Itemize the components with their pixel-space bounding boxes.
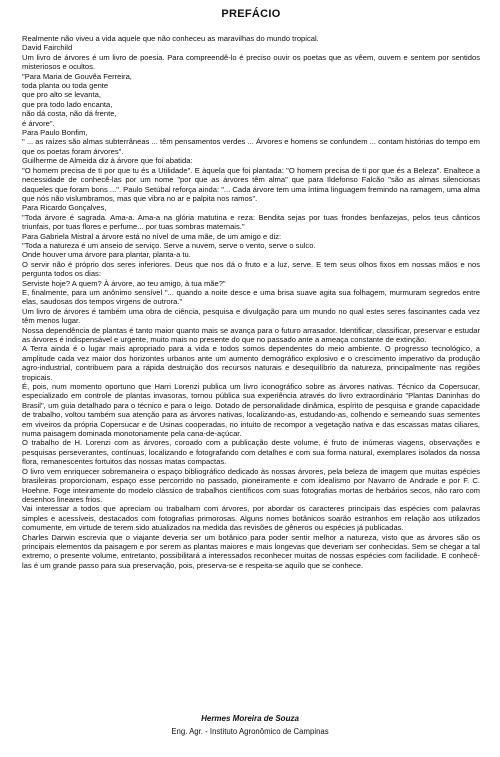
page-title: PREFÁCIO: [221, 8, 281, 20]
author-role: Eng. Agr. - Instituto Agronômico de Campinas: [171, 727, 329, 736]
paragraph: A Terra ainda é o lugar mais apropriado para a vida e todos somos dependentes do meio ambiente. O progresso tecnológico, a amplitude cada vez maior dos horizontes urbanos ante um aumento demográfico explosivo e o crescimento imperativo da produção agro-industrial, contribuem para a rápida destruição dos recursos naturais e desequilíbrio da natureza, principalmente nas regiões tropicais.: [22, 344, 480, 382]
poem-line: que pra todo lado encanta,: [22, 99, 113, 109]
poem-line: é árvore".: [22, 118, 55, 128]
paragraph: E, finalmente, para um anônimo sensível "... quando a noite desce e uma brisa suave agita sua folhagem, murmuram segredos entre elas, saudosas dos tempos virgens de outrora.": [22, 287, 480, 307]
paragraph: O livro vem enriquecer sobremaneira o espaço bibliográfico dedicado às nossas árvores, pela beleza de imagem que muitas espécies brasileiras proporcionam, espaço esse percorrido no passado, pioneiramente e com idealismo por Navarro de Andrade e por F. C. Hoehne. Foge inteiramente do modelo clássico de trabalhos científicos com suas fotografias mortas de herbários secos, não raro com desenhos lineares frios.: [22, 466, 480, 504]
paragraph: " ... as raízes são almas subterrâneas ... têm pensamentos verdes ... Árvores e homens se confundem ... contam histórias do tempo em que os poetas foram árvores".: [22, 137, 480, 156]
paragraph: "Toda árvore é sagrada. Ama-a. Ama-a na glória matutina e reza: Bendita sejas por tuas frondes benfazejas, pelos teus cânticos triunfais, por tuas flores e perfume... por tuas sombras maternais.": [22, 212, 480, 232]
poem-line: toda planta ou toda gente: [22, 81, 109, 91]
paragraph: Serviste hoje? A quem? À árvore, ao teu amigo, à tua mãe?": [22, 278, 226, 288]
paragraph: Nossa dependência de plantas é tanto maior quanto mais se avança para o futuro arrasador. Identificar, classificar, preservar e estudar as árvores é indispensável e urgente, muito mais no presente do que no passado ante a ameaça constante de extinção.: [22, 325, 480, 344]
paragraph: "O homem precisa de ti por que tu és a Utilidade". E àquela que foi plantada: "O homem precisa de ti por que és a Beleza". Enaltece a necessidade de conhecê-las por um nome "por que as árvores têm alma" que para Ildefonso Falcão "são as almas silenciosas daqueles que foram bons ...". Paulo Setúbal reforça ainda: "... Cada árvore tem uma íntima linguagem fremindo na ramagem, uma alma que nós não vislumbramos, mas que vibra no ar e palpita nos ramos".: [22, 165, 480, 203]
poem-line: não dá costa, não dá frente,: [22, 109, 117, 119]
author-name: Hermes Moreira de Souza: [201, 714, 299, 723]
paragraph: O servir não é próprio dos seres inferiores. Deus que nos dá o fruto e a luz, serve. E tem seus olhos fixos em nossas mãos e nos pergunta todos os dias:: [22, 259, 480, 279]
paragraph: É, pois, num momento oportuno que Harri Lorenzi publica um livro iconográfico sobre as árvores nativas. Técnico da Copersucar, especializado em controle de plantas invasoras, tornou pública sua experiência através do livro extraordinário "Plantas Daninhas do Brasil", um guia detalhado para o técnico e para o leigo. Dotado de personalidade dinâmica, espírito de pesquisa e grande capacidade de trabalho, voltou também sua atenção para as árvores nativas, localizando-as, estudando-as, colhendo e semeando suas sementes em viveiros da própria Copersucar e de Usinas cooperadas, no intuito de recompor a vegetação nativa e das escassas matas ciliares, numa paisagem dominada monotonamente pela cana-de-açúcar.: [22, 382, 480, 439]
paragraph: Para Paulo Bonfim,: [22, 128, 88, 138]
paragraph: Guilherme de Almeida diz à árvore que foi abatida:: [22, 156, 193, 166]
quote-author: David Fairchild: [22, 43, 73, 53]
paragraph: Onde houver uma árvore para plantar, planta-a tu.: [22, 250, 191, 260]
paragraph: Para Gabriela Mistral a árvore está no nível de uma mãe, de um amigo e diz:: [22, 231, 282, 241]
preface-page: [22, 8, 480, 570]
paragraph: Realmente não viveu a vida aquele que não conheceu as maravilhas do mundo tropical.: [22, 34, 319, 43]
poem-line: que pro alto se levanta,: [22, 90, 101, 100]
paragraph: Charles Darwin escrevia que o viajante deveria ser um botânico para poder sentir melhor a natureza, visto que as árvores são os principais elementos da paisagem e por serem as plantas maiores e mais longevas que deveriam ser conhecidas. Sem se chegar a tal extremo, o presente volume, entretanto, possibilitará a interessados reconhecer muitas de nossas espécies com facilidade. E conhecê-las é um grande passo para sua preservação, pois, preserva-se e respeita-se aquilo que se conhece.: [22, 532, 480, 570]
paragraph: O trabalho de H. Lorenzi com as árvores, coroado com a publicação deste volume, é fruto de inúmeras viagens, observações e pesquisas perseverantes, contínuas, localizando e fotografando com detalhes e com sua forma natural, exemplares isolados da nossa flora, remanescentes fortuitos das nossas matas compactas.: [22, 438, 480, 467]
paragraph: Para Ricardo Gonçalves,: [22, 203, 107, 213]
paragraph: "Toda a natureza é um anseio de serviço. Serve a nuvem, serve o vento, serve o sulco.: [22, 240, 316, 250]
paragraph: Um livro de árvores é um livro de poesia. Para compreendê-lo é preciso ouvir os poetas que as vêem, ouvem e sentem por sentidos misteriosos e ocultos.: [22, 52, 480, 72]
paragraph: Um livro de árvores é também uma obra de ciência, pesquisa e divulgação para um mundo no qual estes seres fascinantes cada vez têm menos lugar.: [22, 306, 480, 326]
paragraph: Vai interessar a todos que apreciam ou trabalham com árvores, por abordar os caracteres principais das espécies com palavras simples e acessíveis, destacados com fotografias primorosas. Alguns nomes botânicos soarão estranhos em relação aos utilizados comumente, em virtude de terem sido atualizados na medida das revisões de gêneros ou espécies já publicadas.: [22, 504, 480, 533]
poem-line: "Para Maria de Gouvêa Ferreira,: [22, 71, 132, 81]
